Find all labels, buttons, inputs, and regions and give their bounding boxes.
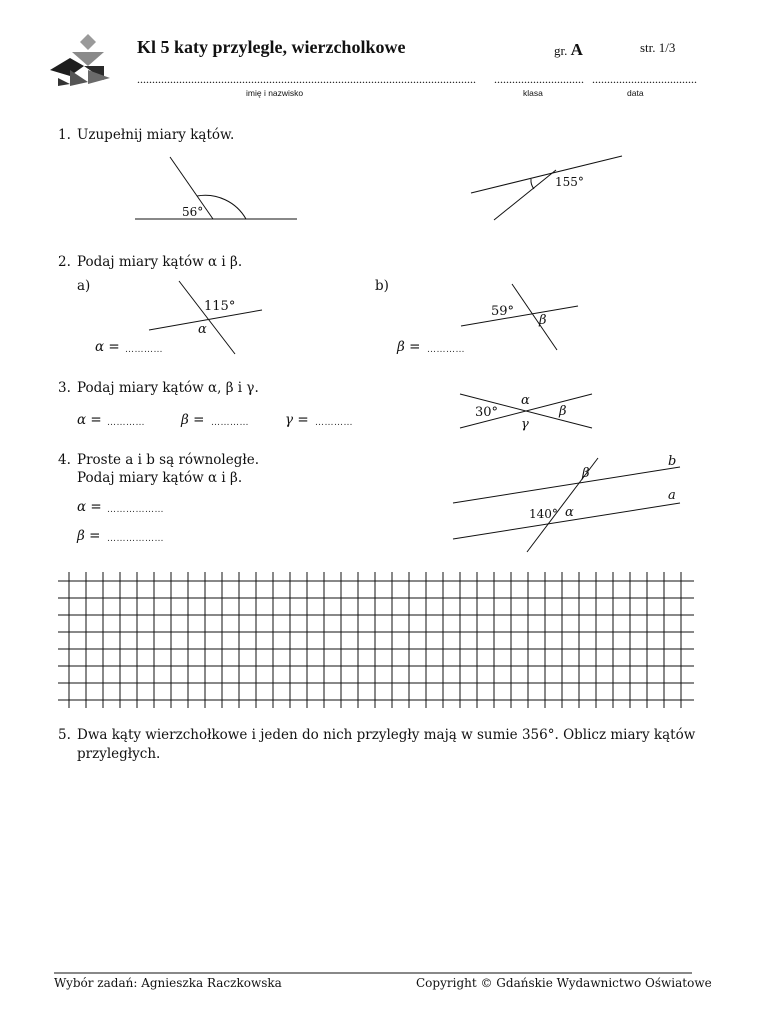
task2-beta-answer-label: β = xyxy=(397,339,421,355)
grid-area xyxy=(58,572,694,708)
group-label xyxy=(554,40,583,60)
task5-number: 5. xyxy=(58,727,71,743)
task2-figure-b xyxy=(461,284,578,350)
t4-line-a: a xyxy=(668,488,676,503)
t1-angle-a: 56° xyxy=(182,205,204,219)
task3-beta-label: β = xyxy=(181,412,205,428)
page-title: Kl 5 katy przylegle, wierzcholkowe xyxy=(137,37,406,57)
task5-text-2: przyległych. xyxy=(77,746,161,762)
date-field[interactable]: ................................... xyxy=(592,72,697,86)
task3-gamma-answer[interactable]: ………… xyxy=(315,418,353,428)
tangram-logo xyxy=(50,34,110,86)
task4-number: 4. xyxy=(58,452,71,468)
task2-beta-answer[interactable]: ………… xyxy=(427,345,465,355)
group-letter: A xyxy=(570,40,583,59)
t4-angle: 140° xyxy=(529,507,558,521)
t3-angle: 30° xyxy=(475,405,499,420)
task1-number: 1. xyxy=(58,127,71,143)
group-prefix: gr. xyxy=(554,43,568,58)
task3-alpha-label: α = xyxy=(77,412,102,428)
task2-part-a: a) xyxy=(77,278,91,294)
t3-gamma: γ xyxy=(521,417,529,432)
class-caption: klasa xyxy=(523,88,543,98)
page-number: str. 1/3 xyxy=(640,40,676,55)
task2-alpha-answer-label: α = xyxy=(95,339,120,355)
task5-text-1: Dwa kąty wierzchołkowe i jeden do nich przyległy mają w sumie 356°. Oblicz miary kątów xyxy=(77,727,696,743)
task2-part-b: b) xyxy=(375,278,389,294)
task2-text: Podaj miary kątów α i β. xyxy=(77,254,243,270)
task4-beta-answer[interactable]: ……………… xyxy=(107,534,164,544)
task2-figure-a xyxy=(149,281,262,354)
t2-a-angle: 115° xyxy=(204,299,236,314)
task4-text-2: Podaj miary kątów α i β. xyxy=(77,470,243,486)
t1-angle-b: 155° xyxy=(555,175,584,189)
task4-alpha-answer[interactable]: ……………… xyxy=(107,505,164,515)
t3-beta: β xyxy=(559,404,567,419)
task3-number: 3. xyxy=(58,380,71,396)
task3-text: Podaj miary kątów α, β i γ. xyxy=(77,380,259,396)
footer-copyright: Copyright © Gdańskie Wydawnictwo Oświatowe xyxy=(416,976,712,990)
task1-text: Uzupełnij miary kątów. xyxy=(77,127,235,143)
task1-figure-a xyxy=(135,157,297,219)
t2-a-alpha: α xyxy=(198,322,207,337)
footer-author: Wybór zadań: Agnieszka Raczkowska xyxy=(54,976,282,990)
task2-alpha-answer[interactable]: ………… xyxy=(125,345,163,355)
task2-number: 2. xyxy=(58,254,71,270)
t4-beta: β xyxy=(582,466,590,481)
name-field[interactable]: ................................................................................................................. xyxy=(137,72,476,86)
task3-alpha-answer[interactable]: ………… xyxy=(107,418,145,428)
t2-b-beta: β xyxy=(539,313,547,328)
task1-figure-b xyxy=(471,156,622,220)
task4-alpha-label: α = xyxy=(77,499,102,515)
class-field[interactable]: .............................. xyxy=(494,72,584,86)
task4-beta-label: β = xyxy=(77,528,101,544)
task3-beta-answer[interactable]: ………… xyxy=(211,418,249,428)
t2-b-angle: 59° xyxy=(491,304,515,319)
t4-alpha: α xyxy=(565,505,574,520)
t3-alpha: α xyxy=(521,393,530,408)
task4-text-1: Proste a i b są równoległe. xyxy=(77,452,260,468)
t4-line-b: b xyxy=(668,454,677,469)
name-caption: imię i nazwisko xyxy=(246,88,304,98)
task3-gamma-label: γ = xyxy=(285,412,309,428)
date-caption: data xyxy=(627,88,644,98)
